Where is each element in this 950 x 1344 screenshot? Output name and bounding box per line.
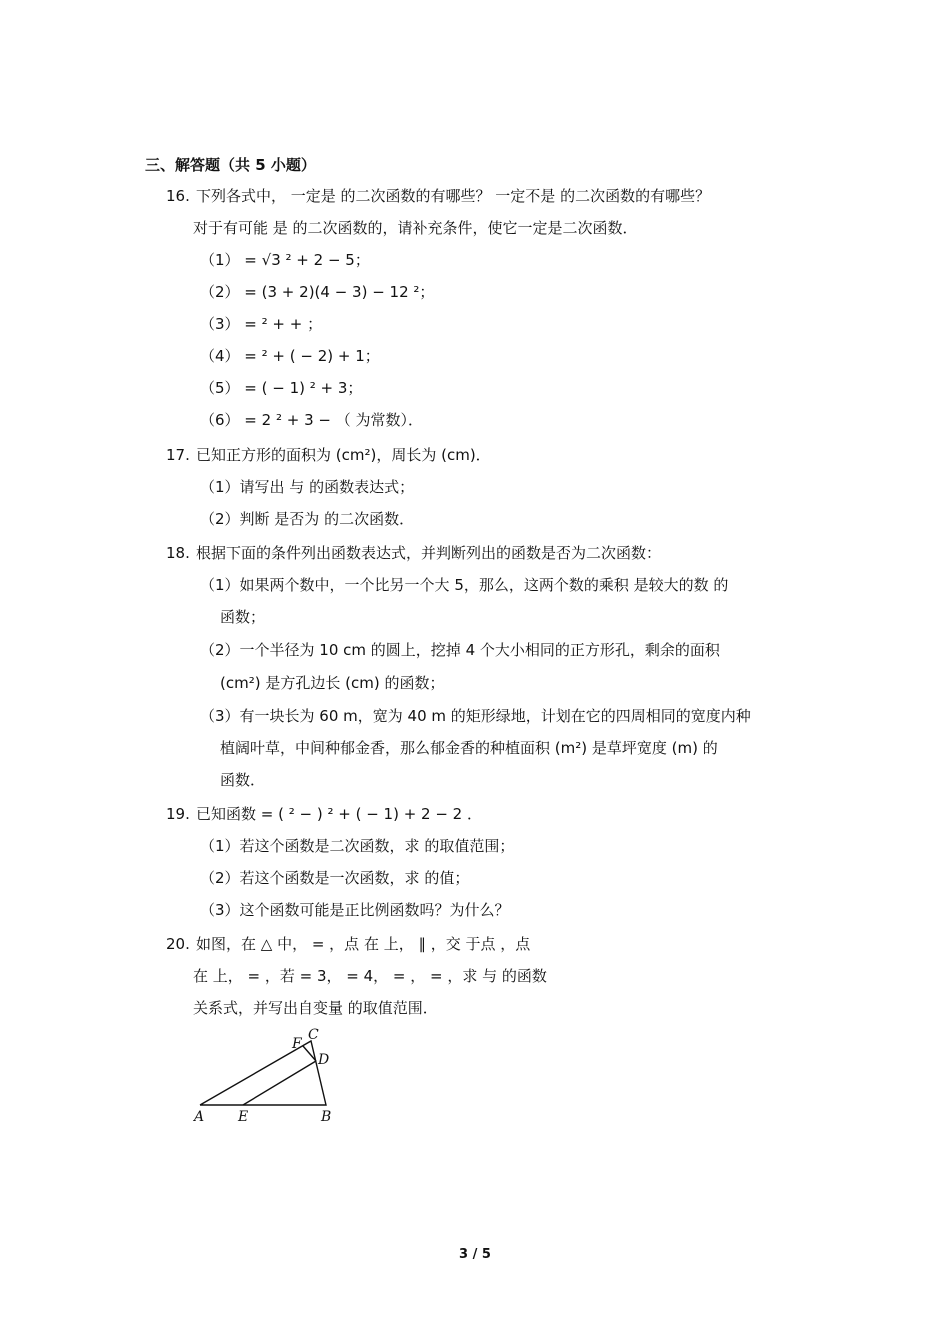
segment-ed [243,1061,316,1105]
section-title: 三、解答题（共 5 小题） [145,156,316,174]
question-18-item-2b: (cm²) 是方孔边长 (cm) 的函数； [220,674,445,692]
question-19-number: 19. [166,805,190,823]
question-18-item-3a: （3）有一块长为 60 m，宽为 40 m 的矩形绿地，计划在它的四周相同的宽度内种 [200,707,751,725]
question-20-number: 20. [166,935,190,953]
question-18-item-2a: （2）一个半径为 10 cm 的圆上，挖掉 4 个大小相同的正方形孔，剩余的面积 [200,641,720,659]
triangle-figure [190,1025,350,1125]
question-16-item-4: （4） = ² + ( − 2) + 1； [200,347,380,365]
question-16-item-3: （3） = ² + + ； [200,315,323,333]
question-20-line-3: 关系式，并写出自变量 的取值范围． [193,999,438,1017]
label-b: B [321,1109,332,1125]
question-18-number: 18. [166,544,190,562]
label-c: C [308,1027,319,1043]
question-16-number: 16. [166,187,190,205]
question-16-item-6: （6） = 2 ² + 3 − （ 为常数）． [200,411,423,429]
question-19-line-1: 已知函数 = ( ² − ) ² + ( − 1) + 2 − 2 ． [196,805,482,823]
question-18-item-1a: （1）如果两个数中，一个比另一个大 5，那么，这两个数的乘积 是较大的数 的 [200,576,729,594]
label-f: F [292,1036,302,1052]
label-d: D [318,1052,330,1068]
question-17-number: 17. [166,446,190,464]
question-17-item-1: （1）请写出 与 的函数表达式； [200,478,415,496]
question-16-item-5: （5） = ( − 1) ² + 3； [200,379,363,397]
question-17-line-1: 已知正方形的面积为 (cm²)，周长为 (cm)． [196,446,491,464]
question-16-item-1: （1） = √3 ² + 2 − 5； [200,251,370,269]
label-e: E [238,1109,249,1125]
question-17-item-2: （2）判断 是否为 的二次函数． [200,510,415,528]
question-18-item-3b: 植阔叶草，中间种郁金香，那么郁金香的种植面积 (m²) 是草坪宽度 (m) 的 [220,739,718,757]
question-16-item-2: （2） = (3 + 2)(4 − 3) − 12 ²； [200,283,435,301]
question-20-line-2: 在 上， = ，若 = 3， = 4， = ， = ，求 与 的函数 [193,967,547,985]
question-19-item-1: （1）若这个函数是二次函数，求 的取值范围； [200,837,515,855]
question-18-item-1b: 函数； [220,608,266,626]
question-18-item-3c: 函数． [220,771,266,789]
question-19-item-3: （3）这个函数可能是正比例函数吗？为什么？ [200,901,510,919]
question-20-line-1: 如图，在 △ 中， = ，点 在 上， ∥ ，交 于点 ，点 [196,935,531,953]
label-a: A [194,1109,205,1125]
page-number: 3 / 5 [459,1247,491,1262]
question-18-line-1: 根据下面的条件列出函数表达式，并判断列出的函数是否为二次函数： [196,544,662,562]
question-19-item-2: （2）若这个函数是一次函数，求 的值； [200,869,470,887]
question-16-line-1: 下列各式中， 一定是 的二次函数的有哪些？ 一定不是 的二次函数的有哪些？ [196,187,711,205]
question-16-line-2: 对于有可能 是 的二次函数的，请补充条件，使它一定是二次函数． [193,219,638,237]
